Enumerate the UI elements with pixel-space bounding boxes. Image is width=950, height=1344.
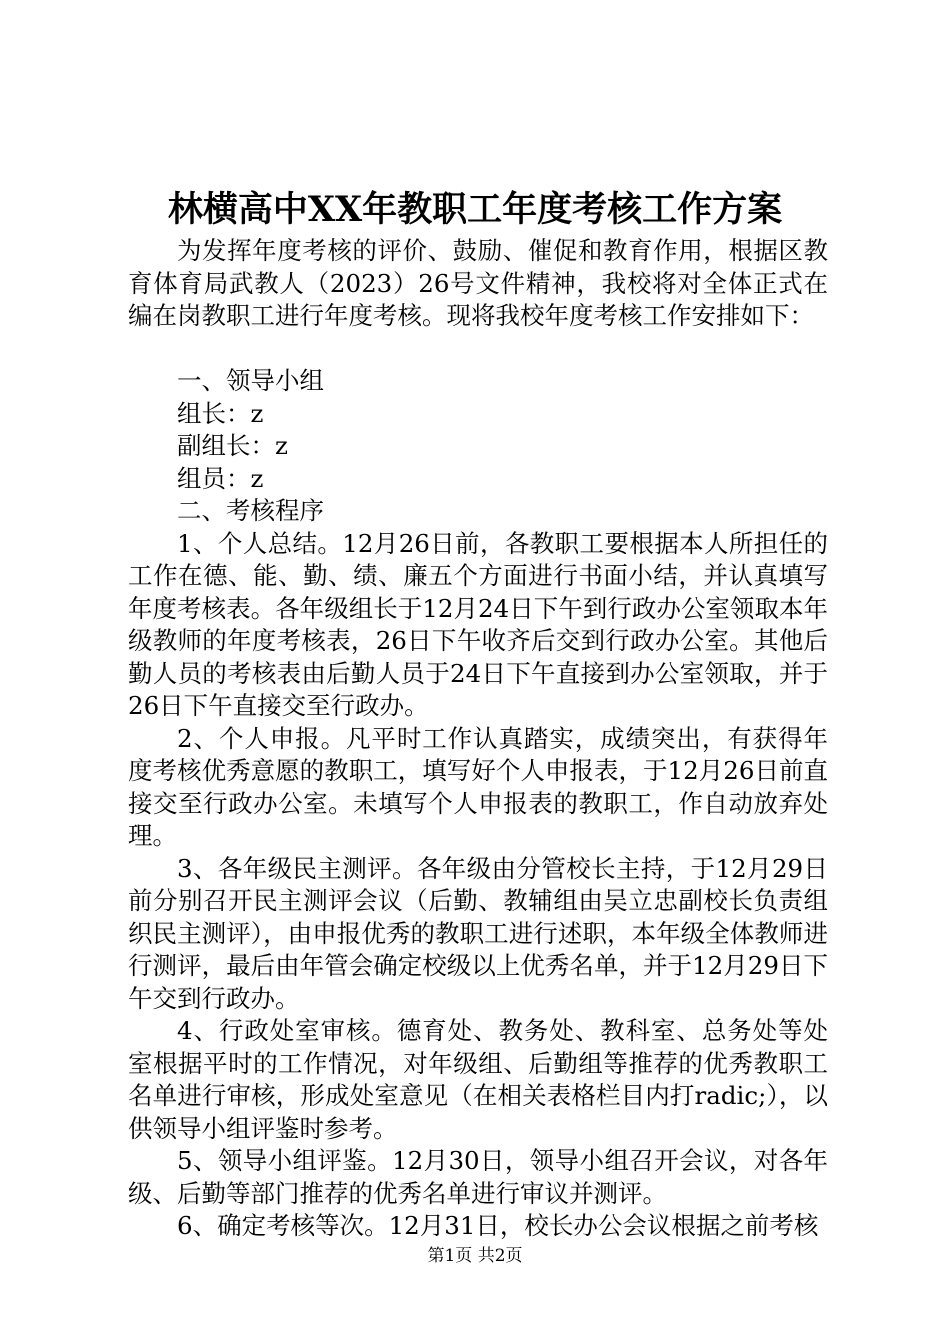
step-4-paragraph: 4、行政处室审核。德育处、教务处、教科室、总务处等处室根据平时的工作情况，对年级组、后勤组等推荐的优秀教职工名单进行审核，形成处室意见（在相关表格栏目内打radic;），以供领导小组评鉴时参考。	[128, 1016, 828, 1143]
page-footer: 第1页 共2页	[427, 1246, 523, 1266]
paragraph-gap	[128, 333, 828, 366]
deputy-leader-line: 副组长：z	[177, 431, 288, 460]
section-heading-procedure: 二、考核程序	[177, 496, 324, 525]
step-3-paragraph: 3、各年级民主测评。各年级由分管校长主持，于12月29日前分别召开民主测评会议（后勤、教辅组由吴立忠副校长负责组织民主测评），由申报优秀的教职工进行述职，本年级全体教师进行测评，最后由年管会确定校级以上优秀名单，并于12月29日下午交到行政办。	[128, 853, 828, 1013]
document-body	[128, 235, 828, 1243]
section-heading-leadership: 一、领导小组	[177, 366, 324, 395]
leader-line: 组长：z	[177, 398, 264, 428]
step-2-paragraph: 2、个人申报。凡平时工作认真踏实，成绩突出，有获得年度考核优秀意愿的教职工，填写好个人申报表，于12月26日前直接交至行政办公室。未填写个人申报表的教职工，作自动放弃处理。	[128, 723, 828, 850]
step-1-paragraph: 1、个人总结。12月26日前，各教职工要根据本人所担任的工作在德、能、勤、绩、廉五个方面进行书面小结，并认真填写年度考核表。各年级组长于12月24日下午到行政办公室领取本年级教师的年度考核表，26日下午收齐后交到行政办公室。其他后勤人员的考核表由后勤人员于24日下午直接到办公室领取，并于26日下午直接交至行政办。	[128, 528, 828, 720]
intro-paragraph: 为发挥年度考核的评价、鼓励、催促和教育作用，根据区教育体育局武教人（2023）26号文件精神，我校将对全体正式在编在岗教职工进行年度考核。现将我校年度考核工作安排如下：	[128, 236, 828, 330]
step-6-paragraph: 6、确定考核等次。12月31日，校长办公会议根据之前考核	[177, 1211, 819, 1240]
document-title: 林横高中XX年教职工年度考核工作方案	[167, 189, 783, 230]
step-5-paragraph: 5、领导小组评鉴。12月30日，领导小组召开会议，对各年级、后勤等部门推荐的优秀名单进行审议并测评。	[128, 1146, 828, 1208]
members-line: 组员：z	[177, 463, 264, 493]
